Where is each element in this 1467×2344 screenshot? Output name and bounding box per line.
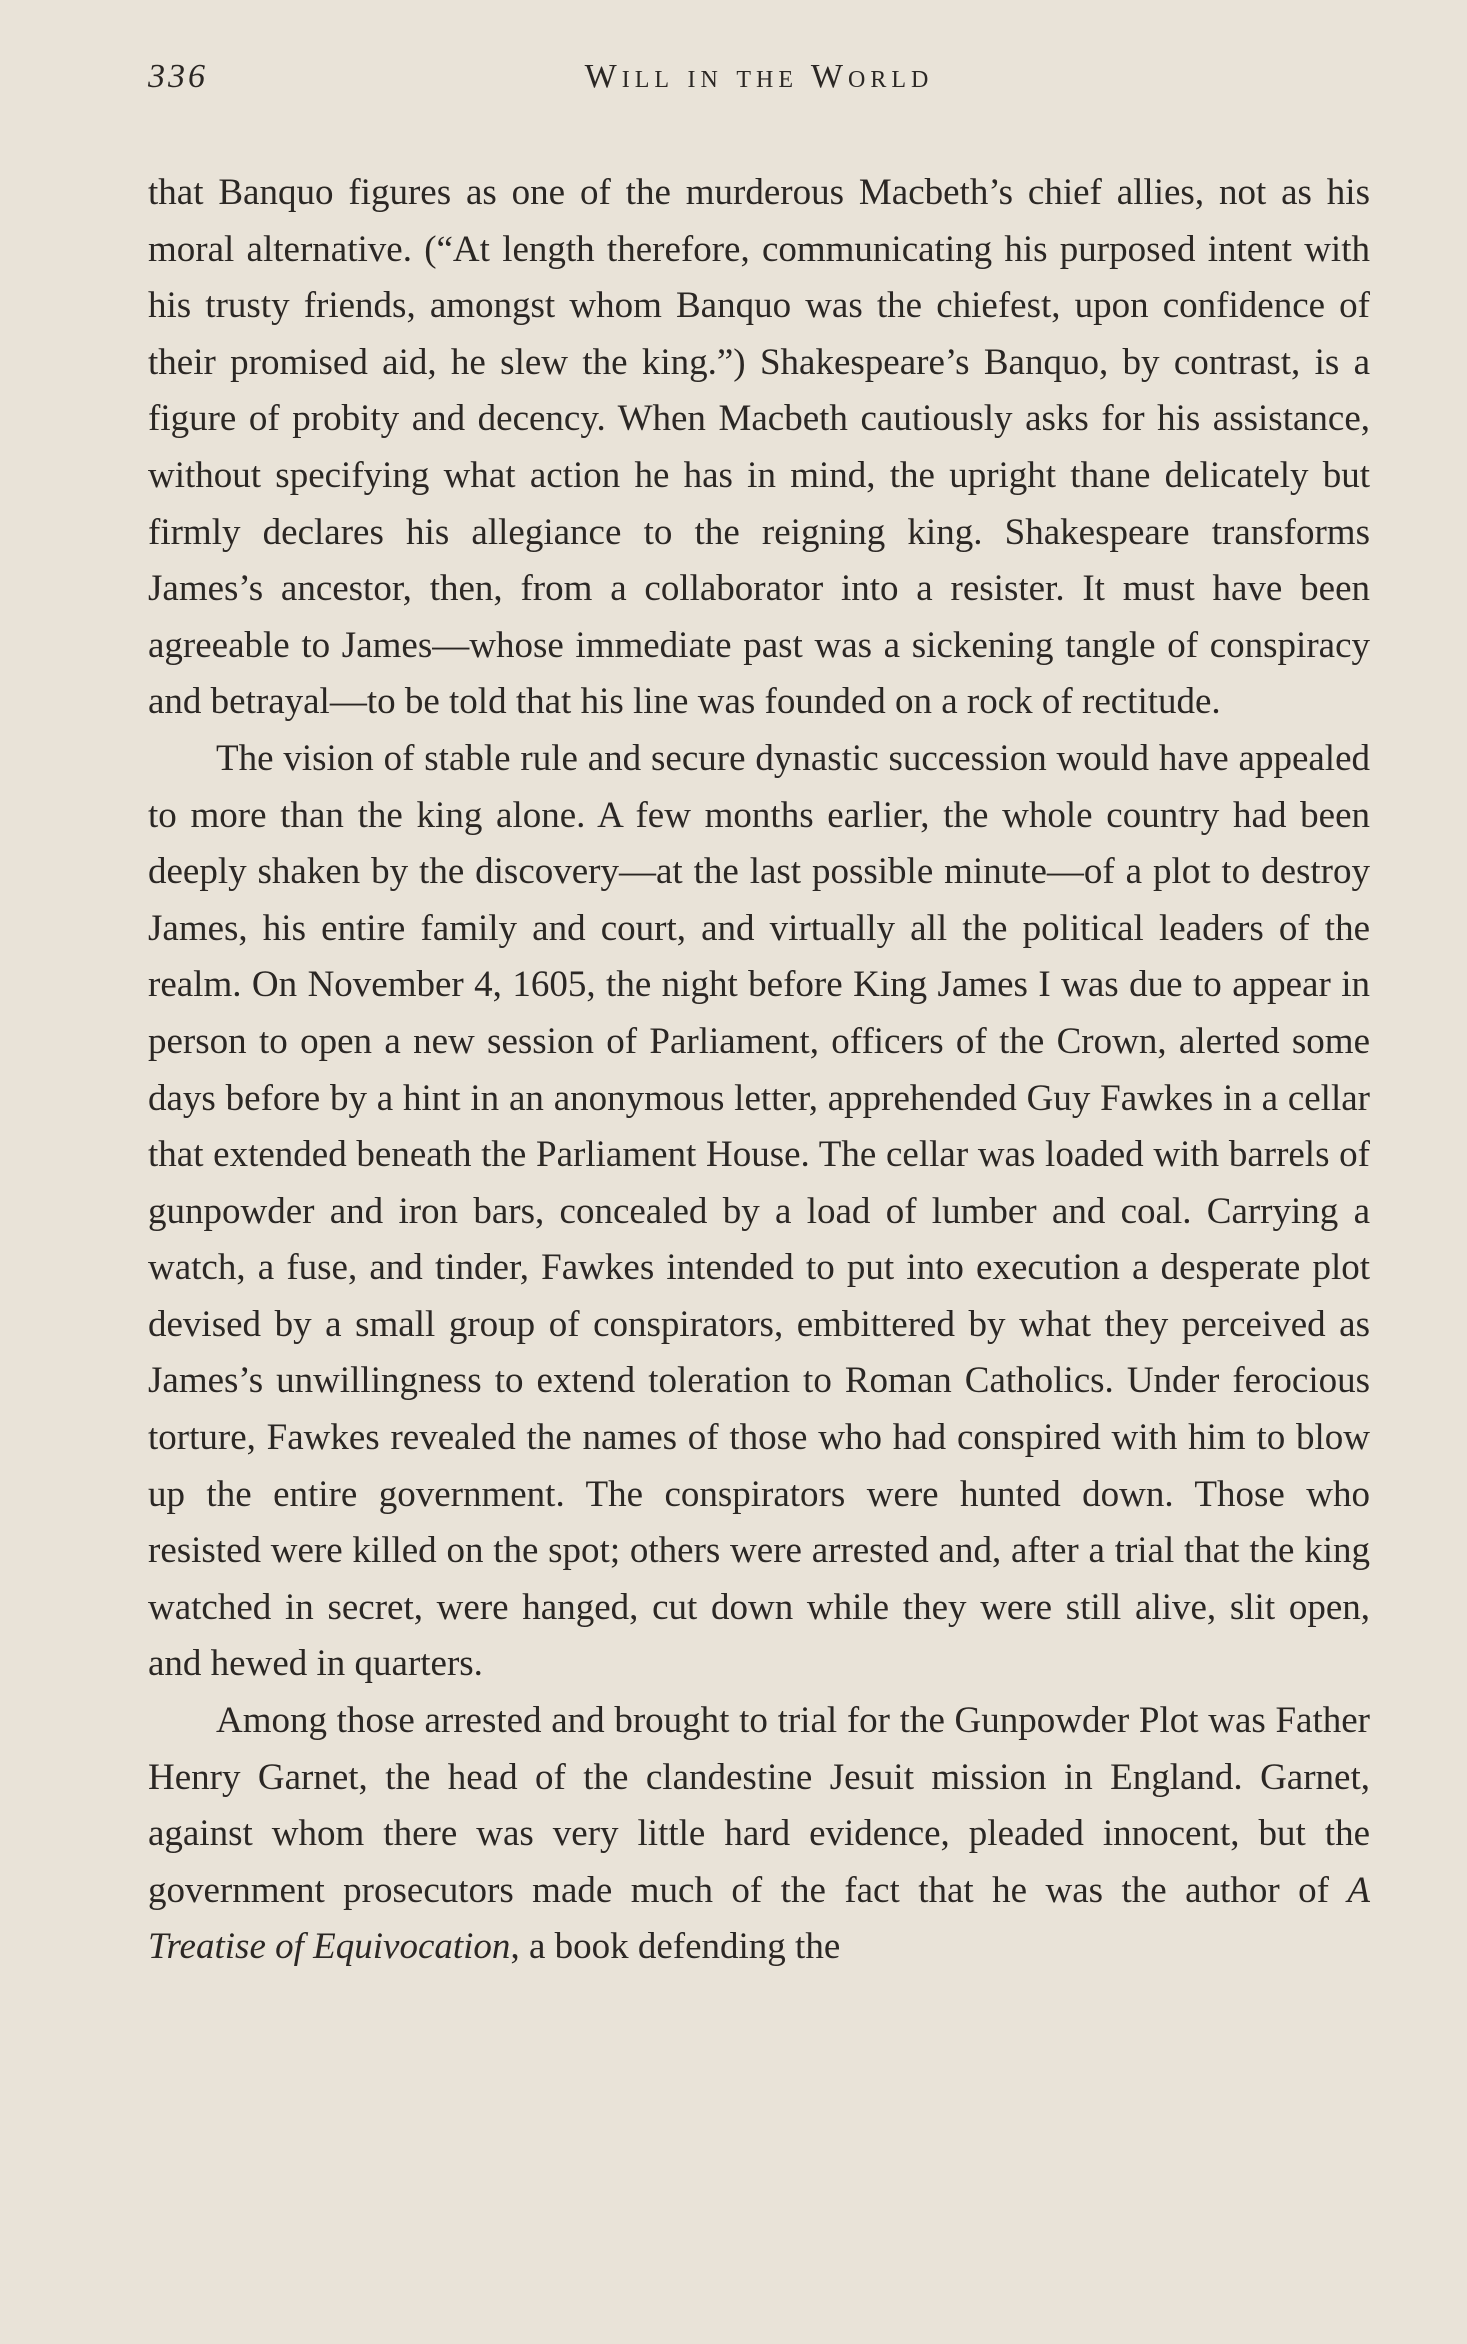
paragraph-3 [148,1693,1370,1976]
paragraph-2: The vision of stable rule and secure dynastic succession would have appealed to more than the king alone. A few months earlier, the whole country had been deeply shaken by the discovery—at the last possible minute—of a plot to destroy James, his entire family and court, and virtually all the political leaders of the realm. On November 4, 1605, the night before King James I was due to appear in person to open a new session of Parliament, officers of the Crown, alerted some days before by a hint in an anonymous letter, apprehended Guy Fawkes in a cellar that extended beneath the Parliament House. The cellar was loaded with barrels of gunpowder and iron bars, concealed by a load of lumber and coal. Carrying a watch, a fuse, and tinder, Fawkes intended to put into execution a desperate plot devised by a small group of conspirators, embittered by what they perceived as James’s unwillingness to extend toleration to Roman Catholics. Under ferocious torture, Fawkes revealed the names of those who had conspired with him to blow up the entire government. The conspirators were hunted down. Those who resisted were killed on the spot; others were arrested and, after a trial that the king watched in secret, were hanged, cut down while they were still alive, slit open, and hewed in quarters. [148,737,1370,1685]
book-title-italic: A Treatise of Equivocation [148,1869,1370,1968]
paragraph-3-text-after: , a book defending the [510,1926,841,1968]
paragraph-1: that Banquo figures as one of the murderous Macbeth’s chief allies, not as his moral alternative. (“At length therefore, communicating his purposed intent with his trusty friends, amongst whom Banquo was the chiefest, upon confidence of their promised aid, he slew the king.”) Shakespeare’s Banquo, by contrast, is a figure of probity and decency. When Macbeth cautiously asks for his assistance, without specifying what action he has in mind, the upright thane delicately but firmly declares his allegiance to the reigning king. Shakespeare transforms James’s ancestor, then, from a collaborator into a resister. It must have been agreeable to James—whose immediate past was a sickening tangle of conspiracy and betrayal—to be told that his line was founded on a rock of rectitude. [148,172,1370,723]
body-text [148,165,1370,1976]
paragraph-3-text-before: Among those arrested and brought to trial for the Gunpowder Plot was Father Henry Garnet, the head of the clandestine Jesuit mission in England. Garnet, against whom there was very little hard evidence, pleaded innocent, but the government prosecutors made much of the fact that he was the author of [148,1700,1370,1911]
page-number: 336 [148,58,208,95]
running-head: Will in the World [584,58,934,95]
page-header [148,58,1370,106]
